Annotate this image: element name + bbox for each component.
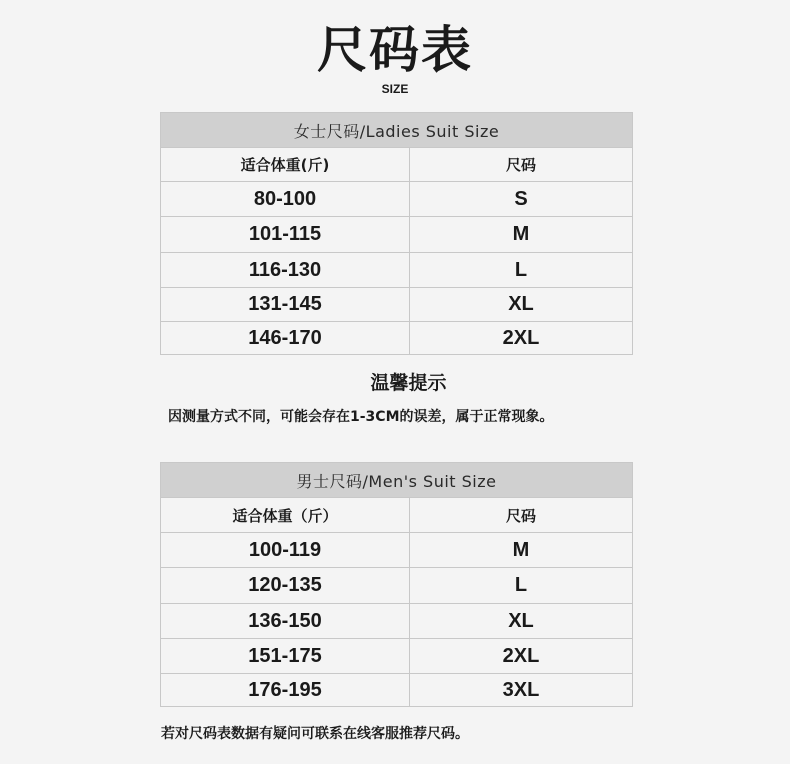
- ladies-table-caption: 女士尺码/Ladies Suit Size: [161, 113, 633, 148]
- weight-cell: 80-100: [161, 182, 410, 217]
- table-row: [161, 604, 633, 639]
- size-cell: S: [410, 182, 633, 217]
- weight-cell: 151-175: [161, 639, 410, 674]
- tip-text: 因测量方式不同，可能会存在1-3CM的误差，属于正常现象。: [168, 409, 554, 425]
- weight-cell: 100-119: [161, 533, 410, 568]
- mens-weight-header: 适合体重（斤）: [161, 498, 410, 533]
- size-cell: L: [410, 568, 633, 604]
- page-subtitle: SIZE: [381, 82, 409, 96]
- table-row: [161, 533, 633, 568]
- table-row: [161, 288, 633, 322]
- weight-cell: 146-170: [161, 322, 410, 355]
- size-cell: XL: [410, 604, 633, 639]
- table-row: [161, 182, 633, 217]
- tip-title: 温馨提示: [370, 372, 447, 394]
- size-cell: 2XL: [410, 639, 633, 674]
- mens-table-caption: 男士尺码/Men's Suit Size: [161, 463, 633, 498]
- table-row: [161, 639, 633, 674]
- weight-cell: 131-145: [161, 288, 410, 322]
- table-row: [161, 674, 633, 707]
- ladies-size-table: [160, 112, 633, 355]
- weight-cell: 101-115: [161, 217, 410, 253]
- footer-note: 若对尺码表数据有疑问可联系在线客服推荐尺码。: [161, 726, 469, 742]
- table-row: [161, 568, 633, 604]
- weight-cell: 116-130: [161, 253, 410, 288]
- size-cell: 3XL: [410, 674, 633, 707]
- size-cell: M: [410, 217, 633, 253]
- mens-size-header: 尺码: [410, 498, 633, 533]
- mens-size-table: [160, 462, 633, 707]
- weight-cell: 136-150: [161, 604, 410, 639]
- size-cell: 2XL: [410, 322, 633, 355]
- size-cell: XL: [410, 288, 633, 322]
- table-row: [161, 253, 633, 288]
- ladies-size-header: 尺码: [410, 148, 633, 182]
- page-title: 尺码表: [317, 21, 473, 79]
- table-row: [161, 217, 633, 253]
- weight-cell: 120-135: [161, 568, 410, 604]
- weight-cell: 176-195: [161, 674, 410, 707]
- size-cell: L: [410, 253, 633, 288]
- size-cell: M: [410, 533, 633, 568]
- table-row: [161, 322, 633, 355]
- ladies-weight-header: 适合体重(斤): [161, 148, 410, 182]
